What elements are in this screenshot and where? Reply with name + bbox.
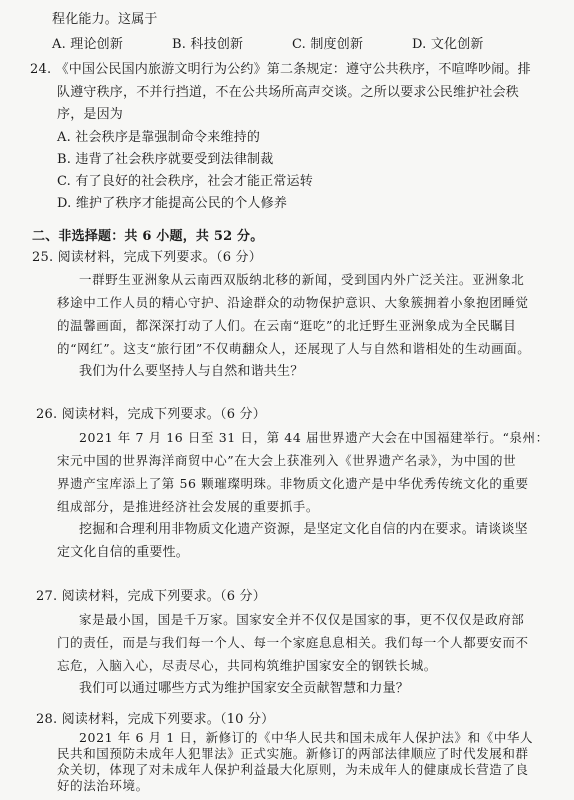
q25-material-line: 的“网红”。这支“旅行团”不仅萌翻众人，还展现了人与自然和谐相处的生动画面。: [57, 341, 531, 356]
q23-options: [52, 37, 532, 53]
q27-material-line: 忘危，入脑入心，尽责尽心，共同构筑维护国家安全的钢铁长城。: [57, 658, 437, 673]
q24-option-c: C. 有了良好的社会秩序，社会才能正常运转: [57, 174, 313, 189]
q27-question: 我们可以通过哪些方式为维护国家安全贡献智慧和力量？: [79, 681, 410, 696]
q27-material-line: 门的责任，而是与我们每一个人、每一个家庭息息相关。我们每一个人都要安而不: [57, 635, 529, 650]
q26-material-line: 宋元中国的世界海洋商贸中心”在大会上获准列入《世界遗产名录》，为中国的世: [57, 453, 517, 468]
q27-title: 27. 阅读材料，完成下列要求。（6 分）: [36, 589, 266, 604]
section-heading: 二、非选择题：共 6 小题，共 52 分。: [32, 229, 264, 244]
q24-option-a: A. 社会秩序是靠强制命令来维持的: [57, 130, 261, 145]
q28-material-line: 民共和国预防未成年人犯罪法》正式实施。新修订的两部法律顺应了时代发展和群: [57, 746, 529, 761]
q25-question: 我们为什么要坚持人与自然和谐共生？: [79, 364, 304, 379]
q26-question-line: 定文化自信的重要性。: [57, 545, 190, 560]
q24-option-d: D. 维护了秩序才能提高公民的个人修养: [57, 196, 288, 211]
q25-material-line: 一群野生亚洲象从云南西双版纳北移的新闻，受到国内外广泛关注。亚洲象北: [79, 272, 525, 287]
q28-material-line: 众关切，体现了对未成年人保护利益最大化原则，为未成年人的健康成长营造了良: [57, 762, 529, 777]
q23-stem-tail: 程化能力。这属于: [52, 12, 158, 27]
q24-stem-line: 序，是因为: [57, 107, 124, 122]
q25-material-line: 的温馨画面，都深深打动了人们。在云南“逛吃”的北迁野生亚洲象成为全民瞩目: [57, 318, 517, 333]
q26-material-line: 组成部分，是推进经济社会发展的重要抓手。: [57, 499, 320, 514]
q26-question-line: 挖掘和合理利用非物质文化遗产资源，是坚定文化自信的内在要求。请谈谈坚: [79, 522, 528, 537]
q24-stem-line: 队遵守秩序，不并行挡道，不在公共场所高声交谈。之所以要求公民维护社会秩: [57, 85, 520, 100]
q25-material-line: 移途中工作人员的精心守护、沿途群众的动物保护意识、大象簇拥着小象抱团睡觉: [57, 295, 529, 310]
q23-option-a: A. 理论创新: [52, 37, 124, 52]
q23-option-c: C. 制度创新: [292, 37, 364, 52]
q25-title: 25. 阅读材料，完成下列要求。（6 分）: [32, 250, 262, 265]
q26-material-line: 界遗产宝库添上了第 56 颗璀璨明珠。非物质文化遗产是中华优秀传统文化的重要: [57, 476, 529, 491]
q24-option-b: B. 违背了社会秩序就要受到法律制裁: [57, 152, 274, 167]
q28-title: 28. 阅读材料，完成下列要求。（10 分）: [36, 712, 275, 727]
q23-option-b: B. 科技创新: [172, 37, 244, 52]
q28-material-line: 好的法治环境。: [57, 778, 149, 793]
q27-material-line: 家是最小国，国是千万家。国家安全并不仅仅是国家的事，更不仅仅是政府部: [79, 612, 525, 627]
q26-material-line: 2021 年 7 月 16 日至 31 日，第 44 届世界遗产大会在中国福建举行。“泉州：: [79, 430, 549, 445]
q26-title: 26. 阅读材料，完成下列要求。（6 分）: [36, 407, 266, 422]
q24-stem-line: 24. 《中国公民国内旅游文明行为公约》第二条规定：遵守公共秩序，不喧哗吵闹。排: [30, 62, 531, 77]
q28-material-line: 2021 年 6 月 1 日，新修订的《中华人民共和国未成年人保护法》和《中华人: [79, 730, 534, 745]
q23-option-d: D. 文化创新: [412, 37, 484, 52]
